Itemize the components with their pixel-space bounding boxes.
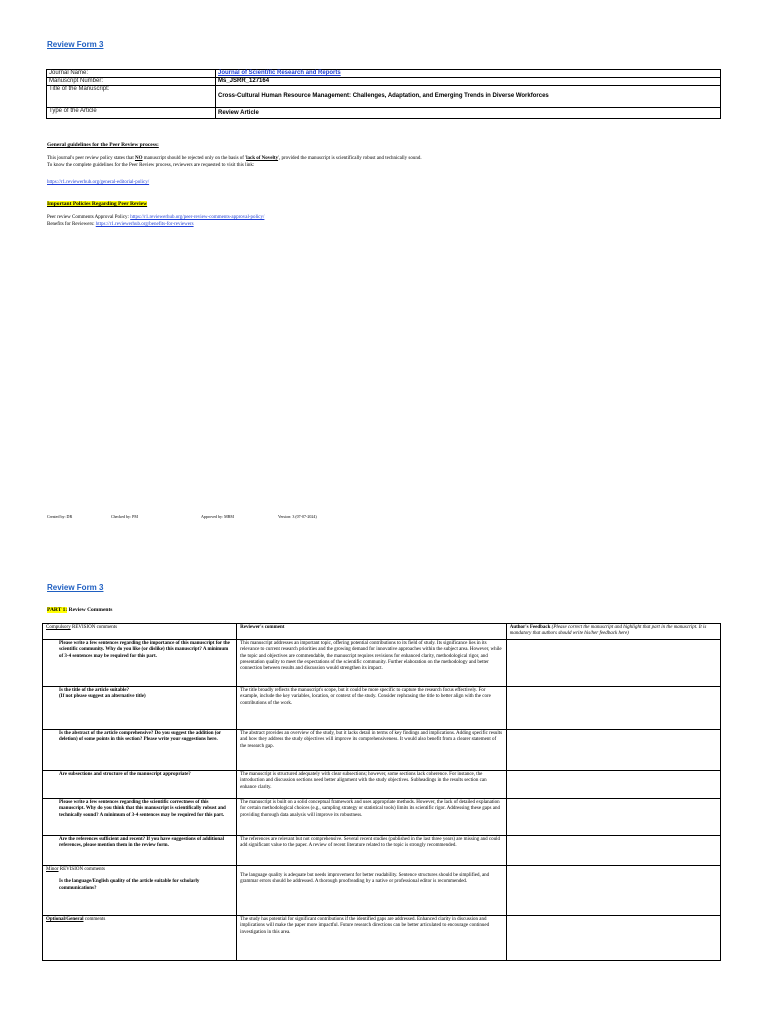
reviewer-comment: The title broadly reflects the manuscript's scope, but it could be more specific to capture the research focus effectively. For example, include the key variables, location, or context of the study. Consider rephrasing the title to better align with the core contributions of the work.	[237, 686, 507, 729]
policies-list	[47, 214, 264, 228]
review-row	[43, 686, 721, 729]
author-feedback-cell[interactable]	[506, 639, 720, 686]
review-question: Is the title of the article suitable? (If not please suggest an alternative title)	[43, 686, 237, 729]
author-feedback-cell[interactable]	[506, 729, 720, 770]
info-label: Title of the Manuscript:	[47, 86, 216, 108]
info-label: Journal Name:	[47, 70, 216, 78]
review-question: Are the references sufficient and recent? If you have suggestions of additional references, please mention them in the review form.	[43, 835, 237, 865]
info-value: Cross-Cultural Human Resource Management: Challenges, Adaptation, and Emerging Trends in Diverse Workforces	[216, 86, 721, 108]
footer-version: Version: 3 (07-07-2024)	[278, 514, 317, 519]
reviewer-comment: The study has potential for significant contributions if the identified gaps are addressed. Enhanced clarity in discussion and implications will make the paper more impactful. Future research directions can be better articulated to encourage continued investigation in this area.	[237, 915, 507, 960]
author-feedback-cell[interactable]	[506, 770, 720, 798]
header-reviewer-comment: Reviewer's comment	[237, 624, 507, 640]
info-row-journal	[47, 70, 721, 78]
review-table-header	[43, 624, 721, 640]
review-row	[43, 770, 721, 798]
header-author-feedback: Author's Feedback (Please correct the manuscript and highlight that part in the manuscript. It is mandatory that authors should write his/her feedback here)	[506, 624, 720, 640]
review-question: Minor REVISION comments Is the language/English quality of the article suitable for scholarly communications?	[43, 865, 237, 915]
author-feedback-cell[interactable]	[506, 686, 720, 729]
guidelines-link[interactable]: https://r1.reviewerhub.org/general-editorial-policy/	[47, 180, 150, 185]
review-row-minor	[43, 865, 721, 915]
policy-benefits: Benefits for Reviewers: https://r1.reviewerhub.org/benefits-for-reviewers	[47, 222, 194, 227]
reviewer-comment: The manuscript is structured adequately with clear subsections; however, some sections lack coherence. For instance, the introduction and discussion sections need better alignment with the study objectives. Subheadings in the results section can enhance clarity.	[237, 770, 507, 798]
review-row	[43, 798, 721, 835]
guidelines-heading: General guidelines for the Peer Review process:	[47, 142, 159, 148]
review-question: Please write a few sentences regarding the scientific correctness of this manuscript. Why do you think that this manuscript is scientifically robust and technically sound? A minimum of 3-4 sentences may be required for this part.	[43, 798, 237, 835]
reviewer-comment: The manuscript is built on a solid conceptual framework and uses appropriate methods. However, the lack of detailed explanation for certain methodological choices (e.g., sampling strategy or statistical tools) limits its scientific rigor. Addressing these gaps and providing thorough data analysis will improve its robustness.	[237, 798, 507, 835]
author-feedback-cell[interactable]	[506, 798, 720, 835]
minor-revision-label: Minor REVISION comments	[46, 866, 105, 872]
review-row-optional	[43, 915, 721, 960]
info-value: Review Article	[216, 108, 721, 119]
footer-created: Created by: DR	[47, 514, 73, 519]
review-row	[43, 729, 721, 770]
reviewer-comment: The abstract provides an overview of the study, but it lacks detail in terms of key findings and implications. Adding specific results and how they address the study objectives will improve its comprehensiveness. It would also benefit from a clearer statement of the research gap.	[237, 729, 507, 770]
optional-general-label: Optional/General comments	[43, 915, 237, 960]
header-compulsory: Compulsory REVISION comments	[43, 624, 237, 640]
footer-approved: Approved by: MBM	[201, 514, 234, 519]
review-question: Are subsections and structure of the manuscript appropriate?	[43, 770, 237, 798]
review-comments-table	[42, 623, 721, 961]
author-feedback-cell[interactable]	[506, 915, 720, 960]
author-feedback-cell[interactable]	[506, 835, 720, 865]
reviewer-comment: The references are relevant but not comprehensive. Several recent studies (published in the last three years) are missing and could add significant value to the paper. A review of recent literature related to the topic is strongly recommended.	[237, 835, 507, 865]
manuscript-info-table	[46, 69, 721, 119]
footer-checked: Checked by: PM	[111, 514, 138, 519]
policy-approval: Peer review Comments Approval Policy: https://r1.reviewerhub.org/peer-review-comments-approval-policy/	[47, 215, 265, 220]
author-feedback-cell[interactable]	[506, 865, 720, 915]
guidelines-text: This journal's peer review policy states that NO manuscript should be rejected only on the basis of 'lack of Novelty', provided the manuscript is scientifically robust and technically sound. To know the complete guidelines for the Peer Review process, reviewers are requested to visit this link:	[47, 156, 422, 168]
review-question: Is the abstract of the article comprehensive? Do you suggest the addition (or deletion) of some points in this section? Please write your suggestions here.	[43, 729, 237, 770]
info-label: Manuscript Number:	[47, 78, 216, 86]
review-row	[43, 835, 721, 865]
journal-link[interactable]: Journal of Scientific Research and Reports	[218, 70, 341, 76]
policy-benefits-link[interactable]: https://r1.reviewerhub.org/benefits-for-reviewers	[95, 222, 194, 227]
info-value: Ms_JSRR_127164	[216, 78, 721, 86]
form-title: Review Form 3	[47, 40, 104, 49]
review-question: Please write a few sentences regarding the importance of this manuscript for the scientific community. Why do you like (or dislike) this manuscript? A minimum of 3-4 sentences may be required for this part.	[43, 639, 237, 686]
reviewer-comment: The language quality is adequate but needs improvement for better readability. Sentence structures should be simplified, and grammar errors should be addressed. A thorough proofreading by a native or professional editor is recommended.	[237, 865, 507, 915]
reviewer-comment: This manuscript addresses an important topic, offering potential contributions to its field of study. Its significance lies in its relevance to current research priorities and the growing demand for innovative approaches within the subject area. However, while the topic and objectives are commendable, the manuscript requires revisions for enhanced clarity, methodological rigor, and presentation quality to meet the expectations of the scientific community. Further elaboration on the methodology and better connection between results and discussion would strengthen its impact.	[237, 639, 507, 686]
part-heading: PART 1: Review Comments	[47, 607, 113, 613]
info-row-manuscript-number	[47, 78, 721, 86]
info-row-type	[47, 108, 721, 119]
policy-approval-link[interactable]: https://r1.reviewerhub.org/peer-review-comments-approval-policy/	[130, 215, 265, 220]
info-row-title	[47, 86, 721, 108]
policies-heading: Important Policies Regarding Peer Review	[47, 201, 148, 207]
form-title-page2: Review Form 3	[47, 583, 104, 592]
info-label: Type of the Article	[47, 108, 216, 119]
review-row	[43, 639, 721, 686]
